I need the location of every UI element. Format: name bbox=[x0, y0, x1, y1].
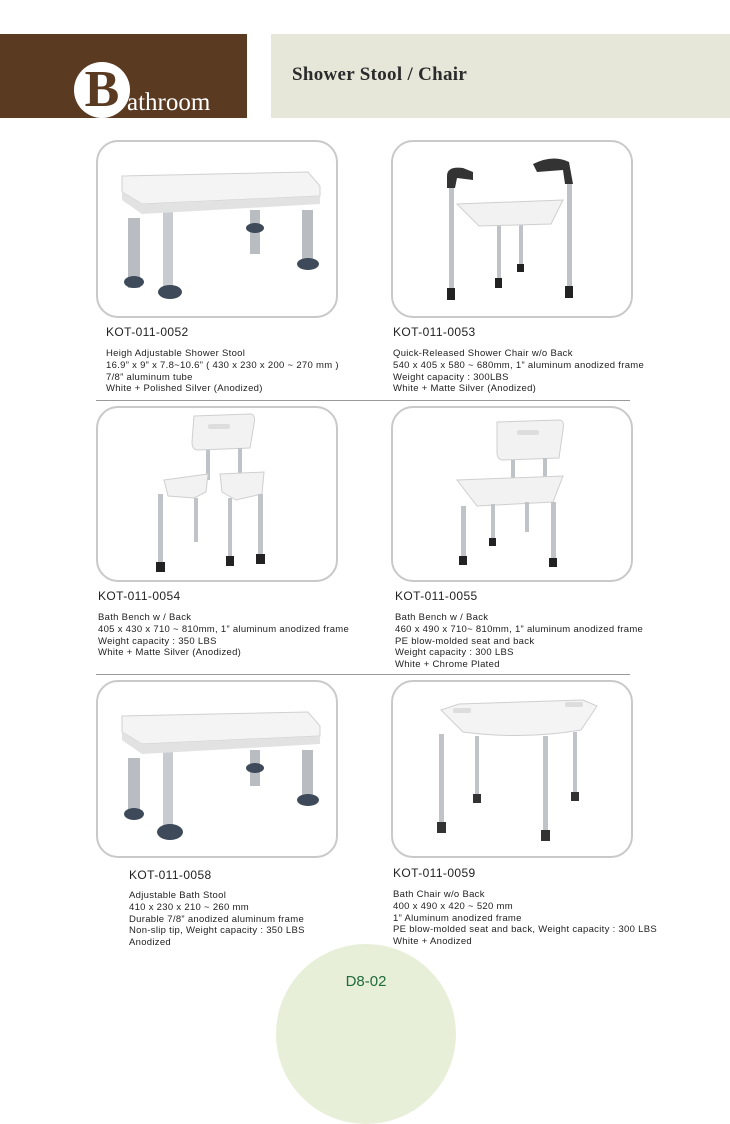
armrest-chair-icon bbox=[393, 142, 631, 316]
product-description bbox=[395, 612, 643, 671]
product-code: KOT-011-0055 bbox=[395, 589, 478, 603]
bench-back-handles-icon bbox=[393, 408, 631, 580]
section-divider bbox=[96, 674, 630, 675]
section-divider bbox=[96, 400, 630, 401]
description-line: White + Anodized bbox=[393, 936, 472, 948]
product-description bbox=[393, 348, 644, 395]
product-code: KOT-011-0054 bbox=[98, 589, 181, 603]
description-line: Anodized bbox=[129, 937, 172, 949]
brand-word: athroom bbox=[127, 89, 211, 116]
description-line: 410 x 230 x 210 ~ 260 mm bbox=[129, 901, 249, 913]
product-image-card bbox=[96, 140, 338, 318]
brand-logo-box bbox=[0, 34, 247, 131]
brand-subtitle: Accessories bbox=[150, 116, 223, 131]
product-description bbox=[106, 348, 339, 395]
description-line: Weight capacity : 350 LBS bbox=[98, 635, 217, 647]
product-image-card bbox=[96, 406, 338, 582]
bath-chair-icon bbox=[393, 682, 631, 856]
page-title: Shower Stool / Chair bbox=[292, 64, 468, 85]
description-line: 405 x 430 x 710 ~ 810mm, 1” aluminum anodized frame bbox=[98, 623, 350, 635]
description-line: 460 x 490 x 710~ 810mm, 1” aluminum anodized frame bbox=[395, 623, 644, 635]
description-line: White + Matte Silver (Anodized) bbox=[98, 647, 242, 659]
description-line: Durable 7/8” anodized aluminum frame bbox=[129, 913, 305, 925]
description-line: PE blow-molded seat and back bbox=[395, 635, 535, 647]
product-code: KOT-011-0053 bbox=[393, 325, 476, 339]
product-description bbox=[393, 889, 657, 948]
description-line: Non-slip tip, Weight capacity : 350 LBS bbox=[129, 925, 305, 937]
product-description bbox=[129, 890, 305, 949]
description-line: White + Polished Silver (Anodized) bbox=[106, 383, 263, 395]
description-line: Adjustable Bath Stool bbox=[129, 890, 227, 901]
description-line: Heigh Adjustable Shower Stool bbox=[106, 348, 246, 359]
brand-letter: B bbox=[84, 61, 120, 118]
page-number: D8-02 bbox=[345, 973, 387, 990]
product-image-card bbox=[391, 406, 633, 582]
description-line: Bath Bench w / Back bbox=[395, 612, 489, 623]
product-description bbox=[98, 612, 349, 659]
bench-back-icon bbox=[98, 408, 336, 580]
product-code: KOT-011-0059 bbox=[393, 866, 476, 880]
product-code: KOT-011-0052 bbox=[106, 325, 189, 339]
description-line: 16.9” x 9” x 7.8~10.6” ( 430 x 230 x 200 ~ 270 mm ) bbox=[106, 359, 339, 371]
description-line: 540 x 405 x 580 ~ 680mm, 1” aluminum anodized frame bbox=[393, 359, 645, 371]
description-line: 400 x 490 x 420 ~ 520 mm bbox=[393, 900, 513, 912]
description-line: 1” Aluminum anodized frame bbox=[393, 912, 522, 924]
product-image-card bbox=[391, 680, 633, 858]
description-line: PE blow-molded seat and back, Weight capacity : 300 LBS bbox=[393, 924, 657, 936]
product-image-card bbox=[391, 140, 633, 318]
description-line: Weight capacity : 300LBS bbox=[393, 371, 509, 383]
page-number-badge bbox=[276, 944, 456, 1124]
description-line: Bath Chair w/o Back bbox=[393, 889, 485, 900]
description-line: Bath Bench w / Back bbox=[98, 612, 192, 623]
bath-stool-icon bbox=[98, 682, 336, 856]
description-line: Quick-Released Shower Chair w/o Back bbox=[393, 348, 573, 359]
product-code: KOT-011-0058 bbox=[129, 868, 212, 882]
bath-stool-icon bbox=[98, 142, 336, 316]
description-line: Weight capacity : 300 LBS bbox=[395, 647, 514, 659]
product-image-card bbox=[96, 680, 338, 858]
description-line: White + Chrome Plated bbox=[395, 659, 500, 671]
description-line: White + Matte Silver (Anodized) bbox=[393, 383, 537, 395]
description-line: 7/8” aluminum tube bbox=[106, 371, 193, 383]
